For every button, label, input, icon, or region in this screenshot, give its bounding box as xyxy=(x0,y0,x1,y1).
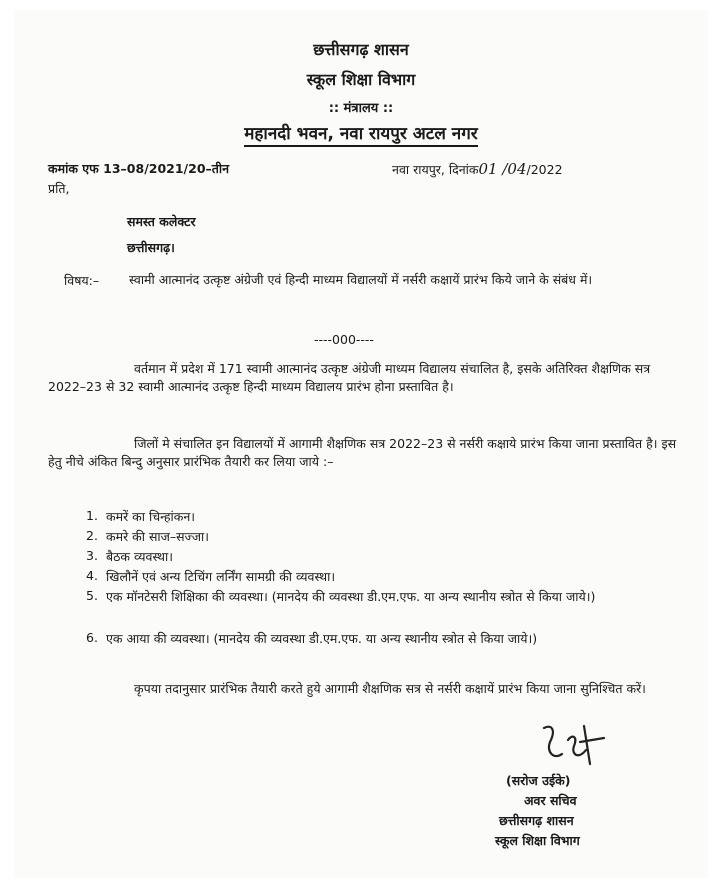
to-prefix: प्रति, xyxy=(48,181,70,196)
signatory-department: स्कूल शिक्षा विभाग xyxy=(495,833,580,848)
paragraph-2: जिलों मे संचालित इन विद्यालयों में आगामी शैक्षणिक सत्र 2022–23 से नर्सरी कक्षाये प्रारंभ किया जाना प्रस्तावित है। इस हेतु नीचे अंकित बिन्दु अनुसार प्रारंभिक तैयारी कर लिया जाये :– xyxy=(48,436,677,469)
list-item: खिलौनें एवं अन्य टिचिंग लर्निंग सामग्री की व्यवस्था। xyxy=(106,569,336,584)
list-item-num: 2. xyxy=(86,528,98,543)
list-item: एक आया की व्यवस्था। (मानदेय की व्यवस्था डी.एम.एफ. या अन्य स्थानीय स्त्रोत से किया जाये।) xyxy=(106,631,538,646)
subject-text: स्वामी आत्मानंद उत्कृष्ट अंग्रेजी एवं हिन्दी माध्यम विद्यालयों में नर्सरी कक्षायें प्रारंभ किये जाने के संबंध में। xyxy=(129,272,593,287)
addressee-line2: छत्तीसगढ़। xyxy=(127,240,175,255)
handwritten-date: 01 /04 xyxy=(478,160,527,178)
signatory-name: (सरोज उईके) xyxy=(506,773,571,788)
header-ministry: :: मंत्रालय :: xyxy=(328,101,394,116)
list-item-num: 3. xyxy=(86,548,98,563)
paragraph-1: वर्तमान में प्रदेश में 171 स्वामी आत्मानंद उत्कृष्ट अंग्रेजी माध्यम विद्यालय संचालित है, इसके अतिरिक्त शैक्षणिक सत्र 2022–23 से 32 स्वामी आत्मानंद उत्कृष्ट हिन्दी माध्यम विद्यालय प्रारंभ होना प्रस्तावित है। xyxy=(48,361,651,394)
list-item-num: 1. xyxy=(86,508,98,523)
place-date-label: नवा रायपुर, दिनांक xyxy=(392,162,479,177)
list-item-num: 4. xyxy=(86,568,98,583)
subject-label: विषय:– xyxy=(64,273,100,288)
list-item: एक मॉनटेसरी शिक्षिका की व्यवस्था। (मानदेय की व्यवस्था डी.एम.एफ. या अन्य स्थानीय स्त्रोत से किया जाये।) xyxy=(106,589,596,604)
list-item: कमरे की साज–सज्जा। xyxy=(106,529,210,544)
reference-number: कमांक एफ 13–08/2021/20–तीन xyxy=(48,161,230,176)
paragraph-3: कृपया तदानुसार प्रारंभिक तैयारी करते हुये आगामी शैक्षणिक सत्र से नर्सरी कक्षायें प्रारंभ किया जाना सुनिश्चित करें। xyxy=(134,681,646,696)
addressee-line1: समस्त कलेक्टर xyxy=(127,214,196,229)
signatory-designation: अवर सचिव xyxy=(524,793,577,808)
letter-sheet xyxy=(14,10,708,878)
handwritten-signature xyxy=(534,720,624,770)
header-department: स्कूल शिक्षा विभाग xyxy=(306,70,416,89)
signatory-office: छत्तीसगढ़ शासन xyxy=(499,813,574,828)
list-item: बैठक व्यवस्था। xyxy=(106,549,174,564)
header-address-text: महानदी भवन, नवा रायपुर अटल नगर xyxy=(244,124,478,147)
list-item-num: 5. xyxy=(86,588,98,603)
list-item-num: 6. xyxy=(86,630,98,645)
place-date xyxy=(392,160,563,178)
date-year: /2022 xyxy=(526,162,563,177)
header-government: छत्तीसगढ़ शासन xyxy=(313,40,409,59)
header-address xyxy=(14,121,708,144)
list-item: कमरें का चिन्हांकन। xyxy=(106,509,196,524)
separator: ----000---- xyxy=(314,332,374,347)
